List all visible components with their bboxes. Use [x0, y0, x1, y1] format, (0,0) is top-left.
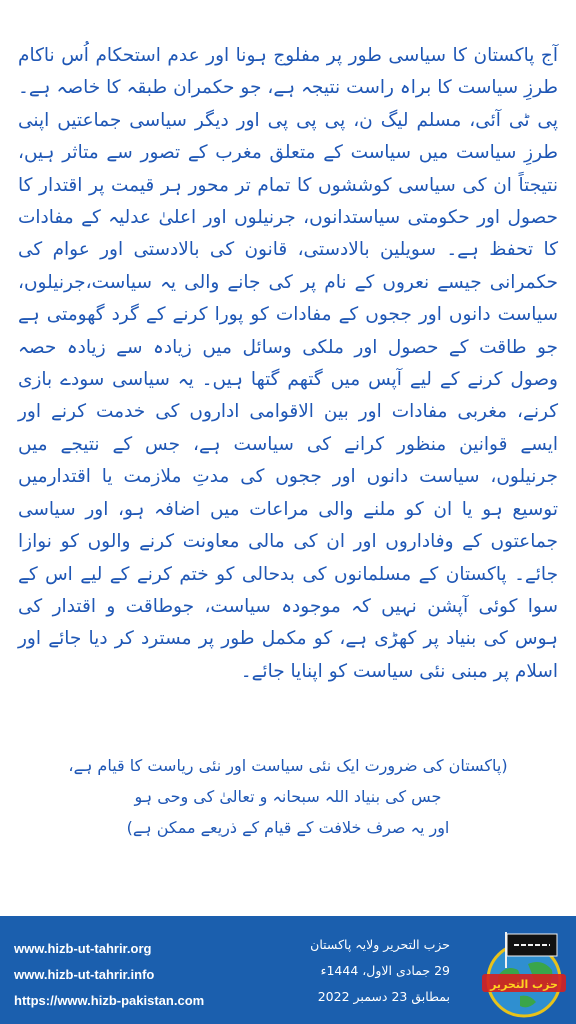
- footer-links: [14, 936, 204, 1014]
- footer-bar: [0, 916, 576, 1024]
- closing-line-1: (پاکستان کی ضرورت ایک نئی سیاست اور نئی ریاست کا قیام ہے،: [68, 756, 508, 775]
- svg-text:حزب التحرير: حزب التحرير: [490, 978, 558, 991]
- link-hizb-pakistan[interactable]: https://www.hizb-pakistan.com: [14, 993, 205, 1008]
- closing-statement: [40, 750, 536, 843]
- org-name: حزب التحریر ولایہ پاکستان: [310, 937, 450, 952]
- hijri-date: 29 جمادی الاول، 1444ء: [320, 963, 450, 978]
- closing-line-3: اور یہ صرف خلافت کے قیام کے ذریعے ممکن ہے): [126, 818, 450, 837]
- footer-meta: [300, 932, 450, 1010]
- closing-line-2: جس کی بنیاد اللہ سبحانہ و تعالیٰ کی وحی ہو: [134, 787, 442, 806]
- link-hizb-ut-tahrir-org[interactable]: www.hizb-ut-tahrir.org: [14, 941, 152, 956]
- globe-flag-logo-icon: [476, 924, 572, 1020]
- gregorian-date: بمطابق 23 دسمبر 2022: [317, 989, 450, 1004]
- article-body: آج پاکستان کا سیاسی طور پر مفلوج ہونا اور عدم استحکام اُس ناکام طرزِ سیاست کا براہ راست نتیجہ ہے، جو حکمران طبقہ کا خاصہ ہے۔ پی ٹی آئی، مسلم لیگ ن، پی پی پی اور دیگر سیاسی جماعتیں اپنی طرزِ سیاست میں سیاست کے متعلق مغرب کے تصور سے متاثر ہیں، نتیجتاً ان کی سیاسی کوششوں کا تمام تر محور ہر قیمت پر اقتدار کا حصول اور حکومتی سیاستدانوں، جرنیلوں اور اعلیٰ عدلیہ کے مفادات کا تحفظ ہے۔ سویلین بالادستی، قانون کی بالادستی اور عوام کی حکمرانی جیسے نعروں کے نام پر کی جانے والی یہ سیاست،جرنیلوں، سیاست دانوں اور ججوں کے مفادات کو پورا کرنے کے گرد گھومتی ہے جو طاقت کے حصول اور ملکی وسائل میں زیادہ سے زیادہ حصہ وصول کرنے کے لیے آپس میں گتھم گتھا ہیں۔ یہ سیاسی سودے بازی کرنے، مغربی مفادات اور بین الاقوامی اداروں کی خدمت کرنے اور ایسے قوانین منظور کرانے کی سیاست ہے، جس کے نتیجے میں جرنیلوں، سیاست دانوں اور ججوں کی مدتِ ملازمت یا اقتدارمیں توسیع ہو یا ان کو ملنے والی مراعات میں اضافہ ہو، اور سیاسی جماعتوں کے وفاداروں اور ان کی مالی معاونت کرنے والوں کو نوازا جائے۔ پاکستان کے مسلمانوں کی بدحالی کو ختم کرنے کے لیے اس کے سوا کوئی آپشن نہیں کہ موجودہ سیاست، جوطاقت و اقتدار کی ہوس کی بنیاد پر کھڑی ہے، کو مکمل طور پر مسترد کر دیا جائے اور اسلام پر مبنی نئی سیاست کو اپنایا جائے۔: [18, 45, 558, 682]
- link-hizb-ut-tahrir-info[interactable]: www.hizb-ut-tahrir.info: [14, 967, 155, 982]
